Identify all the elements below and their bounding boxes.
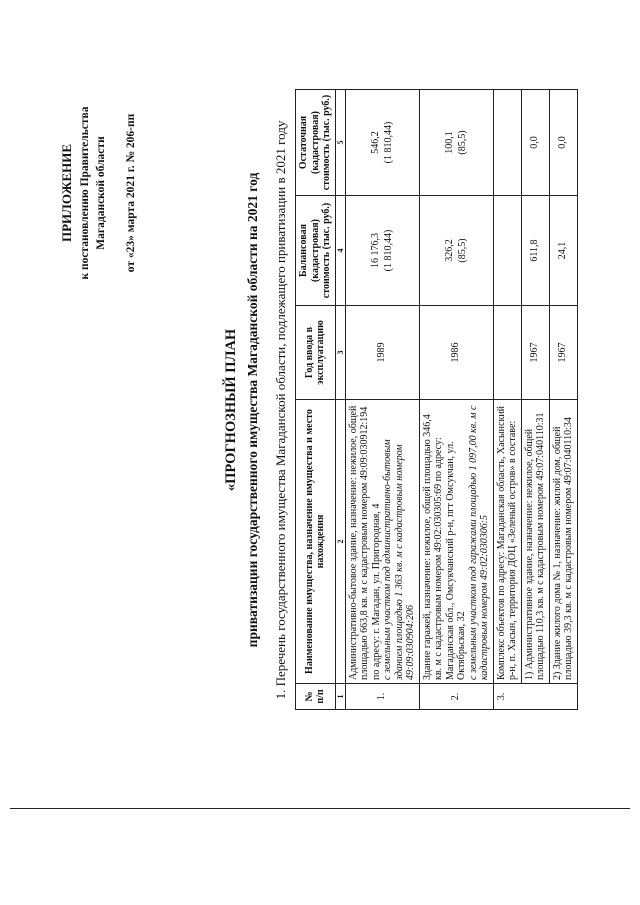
col-header-name: Наименование имущества, назначение имущества и место нахождения: [296, 400, 336, 684]
page-divider: [10, 808, 630, 809]
col-header-residual: Остаточная (кадастровая) стоимость (тыс. руб.): [296, 90, 336, 196]
table-row: [521, 90, 549, 710]
table-header-row: [296, 90, 336, 710]
row-balance: 24,1: [549, 196, 577, 306]
row-year: 1986: [419, 306, 493, 400]
col-number: 1: [335, 684, 345, 710]
table-row: [493, 90, 521, 710]
col-header-year: Год ввода в эксплуатацию: [296, 306, 336, 400]
col-number: 4: [335, 196, 345, 306]
row-year: 1967: [549, 306, 577, 400]
appendix-title: ПРИЛОЖЕНИЕ: [59, 143, 74, 243]
col-number: 3: [335, 306, 345, 400]
row-desc: 2) Здание жилого дома № 1, назначение: жилой дом, общей площадью 39,3 кв. м с кадастровым номером 49:07:040110:34: [549, 400, 577, 684]
row-year: 1989: [345, 306, 419, 400]
residual-land-value: (1 810,44): [383, 121, 394, 164]
residual-value: 546,2: [369, 131, 381, 154]
row-num: 3.: [493, 684, 577, 710]
col-header-num: № п/п: [296, 684, 336, 710]
balance-land-value: (1 810,44): [383, 229, 394, 272]
table-row: [549, 90, 577, 710]
row-desc-text: Здание гаражей, назначение: нежилое, общей площадью 346,4 кв. м с кадастровым номером 49:02:030305:69 по адресу: Магаданская обл., Омсукчанский р-н, пгт Омсукчан, ул. Октябрьская, 32: [421, 414, 467, 680]
row-land-text: с земельным участком под гаражами площадью 1 097,00 кв. м с кадастровым номером 49:02:030306:5: [467, 405, 490, 680]
row-year: [493, 306, 521, 400]
row-desc-text: Административно-бытовое здание, назначение: нежилое, общей площадью 663,8 кв. м с кадастровым номером 49:09:030912:194 по адресу: г. Магадан, ул. Пригородная, 4: [347, 405, 382, 680]
row-residual: 0,0: [549, 90, 577, 196]
residual-value: 100,1: [443, 131, 455, 154]
table-row: [419, 90, 493, 710]
property-table: [295, 89, 578, 710]
appendix-line-2: Магаданской области: [95, 136, 107, 250]
row-num: 2.: [419, 684, 493, 710]
row-desc: 1) Административное здание, назначение: нежилое, общей площадью 110,3 кв. м с кадастровым номером 49:07:040110:31: [521, 400, 549, 684]
row-residual: [419, 90, 493, 196]
balance-land-value: (85,5): [457, 238, 468, 263]
row-residual: [493, 90, 521, 196]
row-residual: [345, 90, 419, 196]
appendix-line-1: к постановлению Правительства: [79, 106, 91, 280]
appendix-date: от «23» марта 2021 г. № 206-пп: [125, 113, 137, 273]
row-desc: [345, 400, 419, 684]
row-num: 1.: [345, 684, 419, 710]
row-balance: [345, 196, 419, 306]
row-balance: 611,8: [521, 196, 549, 306]
row-balance: [419, 196, 493, 306]
table-row: [345, 90, 419, 710]
col-number: 5: [335, 90, 345, 196]
balance-value: 16 176,3: [369, 233, 381, 268]
row-year: 1967: [521, 306, 549, 400]
rotated-page: [33, 60, 593, 760]
row-desc: Комплекс объектов по адресу: Магаданская область, Хасынский р-н, п. Хасын, территория ДОЦ «Зеленый остров» в составе:: [493, 400, 521, 684]
plan-title: «ПРОГНОЗНЫЙ ПЛАН: [223, 328, 239, 492]
col-number: 2: [335, 400, 345, 684]
plan-subtitle: приватизации государственного имущества Магаданской области на 2021 год: [245, 172, 260, 648]
balance-value: 326,2: [443, 239, 455, 262]
col-header-balance: Балансовая (кадастровая) стоимость (тыс. руб.): [296, 196, 336, 306]
row-land-text: с земельным участком под административно-бытовым зданием площадью 1 363 кв. м с кадастровым номером 49:09:030904:206: [382, 439, 416, 680]
residual-land-value: (85,5): [457, 130, 468, 155]
appendix-header: [59, 68, 139, 318]
row-balance: [493, 196, 521, 306]
section-heading: 1. Перечень государственного имущества Магаданской области, подлежащего приватизации в 2021 году: [273, 120, 288, 700]
row-desc: [419, 400, 493, 684]
row-residual: 0,0: [521, 90, 549, 196]
column-number-row: [335, 90, 345, 710]
